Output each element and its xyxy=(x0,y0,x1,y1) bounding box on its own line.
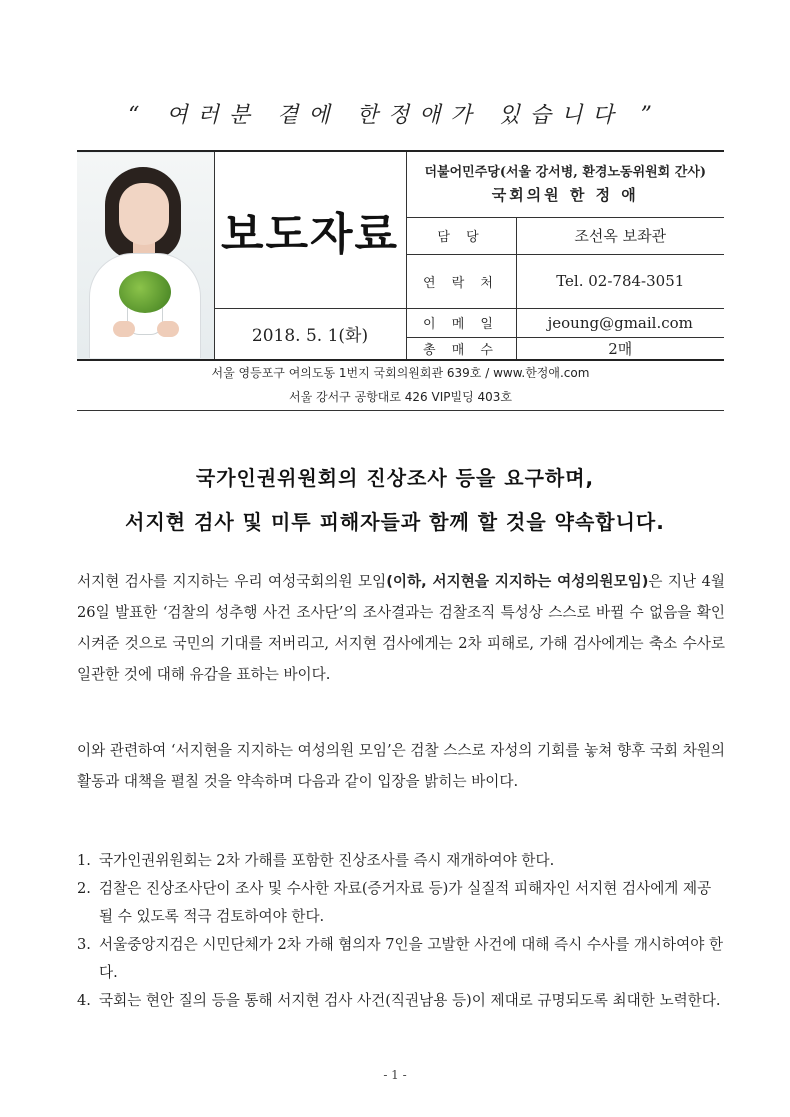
slogan: “ 여러분 곁에 한정애가 있습니다 ” xyxy=(128,103,662,128)
release-date: 2018. 5. 1(화) xyxy=(251,326,369,346)
list-item-number: 2. xyxy=(77,880,91,897)
contact-value-phone: Tel. 02-784-3051 xyxy=(516,254,724,308)
contact-value-email[interactable]: jeoung@gmail.com xyxy=(516,308,724,337)
press-release-header xyxy=(77,150,724,361)
press-release-title: 보도자료 xyxy=(220,208,399,260)
headline-line-1: 국가인권위원회의 진상조사 등을 요구하며, xyxy=(195,466,595,490)
date-cell xyxy=(214,308,406,360)
headline-line-2: 서지현 검사 및 미투 피해자들과 함께 할 것을 약속합니다. xyxy=(125,510,665,534)
party-affiliation: 더불어민주당(서울 강서병, 환경노동위원회 간사) xyxy=(424,165,707,181)
contact-label-phone: 연 락 처 xyxy=(406,254,516,308)
body-paragraph-2: 이와 관련하여 ‘서지현을 지지하는 여성의원 모임’은 검찰 스스로 자성의 기회를 놓쳐 향후 국회 차원의 활동과 대책을 펼칠 것을 약속하며 다음과 같이 입장을 밝히는 바이다. xyxy=(77,742,725,790)
member-name: 국회의원 한 정 애 xyxy=(491,186,639,205)
list-item-text: 국회는 현안 질의 등을 통해 서지현 검사 사건(직권남용 등)이 제대로 규명되도록 최대한 노력한다. xyxy=(99,992,721,1009)
p1-bold: (이하, 서지현을 지지하는 여성의원모임) xyxy=(386,573,649,590)
list-item-text: 서울중앙지검은 시민단체가 2차 가해 혐의자 7인을 고발한 사건에 대해 즉시 수사를 개시하여야 한다. xyxy=(99,936,724,981)
title-cell xyxy=(214,151,406,308)
p1-rest: 은 지난 4월 26일 발표한 ‘검찰의 성추행 사건 조사단’의 조사결과는 검찰조직 특성상 스스로 바뀔 수 없음을 확인시켜준 것으로 국민의 기대를 저버리고, 서지현 검사에게는 2차 피해로, 가해 검사에게는 축소 수사로 일관한 것에 대해 유감을 표하는 바이다. xyxy=(77,573,725,683)
contact-value-pages: 2매 xyxy=(516,337,724,360)
contact-label-pages: 총 매 수 xyxy=(406,337,516,360)
list-item xyxy=(77,847,725,875)
list-item-text: 국가인권위원회는 2차 가해를 포함한 진상조사를 즉시 재개하여야 한다. xyxy=(99,852,555,869)
body-paragraph-1 xyxy=(77,566,725,690)
lawmaker-photo xyxy=(77,151,214,360)
district-address: 서울 강서구 공항대로 426 VIP빌딩 403호 xyxy=(289,390,512,404)
contact-value-manager: 조선옥 보좌관 xyxy=(516,217,724,254)
list-item xyxy=(77,875,725,931)
p1-lead: 서지현 검사를 지지하는 우리 여성국회의원 모임 xyxy=(77,573,387,590)
list-item-number: 3. xyxy=(77,936,91,953)
contact-label-manager: 담 당 xyxy=(406,217,516,254)
member-info-cell xyxy=(406,151,724,217)
list-item-number: 1. xyxy=(77,852,91,869)
demands-list xyxy=(77,847,725,1015)
list-item-number: 4. xyxy=(77,992,91,1009)
page-number: - 1 - xyxy=(383,1068,407,1082)
list-item-text: 검찰은 진상조사단이 조사 및 수사한 자료(증거자료 등)가 실질적 피해자인 서지현 검사에게 제공될 수 있도록 적극 검토하여야 한다. xyxy=(99,880,712,925)
list-item xyxy=(77,987,725,1015)
list-item xyxy=(77,931,725,987)
contact-label-email: 이 메 일 xyxy=(406,308,516,337)
office-address: 서울 영등포구 여의도동 1번지 국회의원회관 639호 / www.한정애.com xyxy=(211,366,590,380)
divider xyxy=(77,410,724,411)
